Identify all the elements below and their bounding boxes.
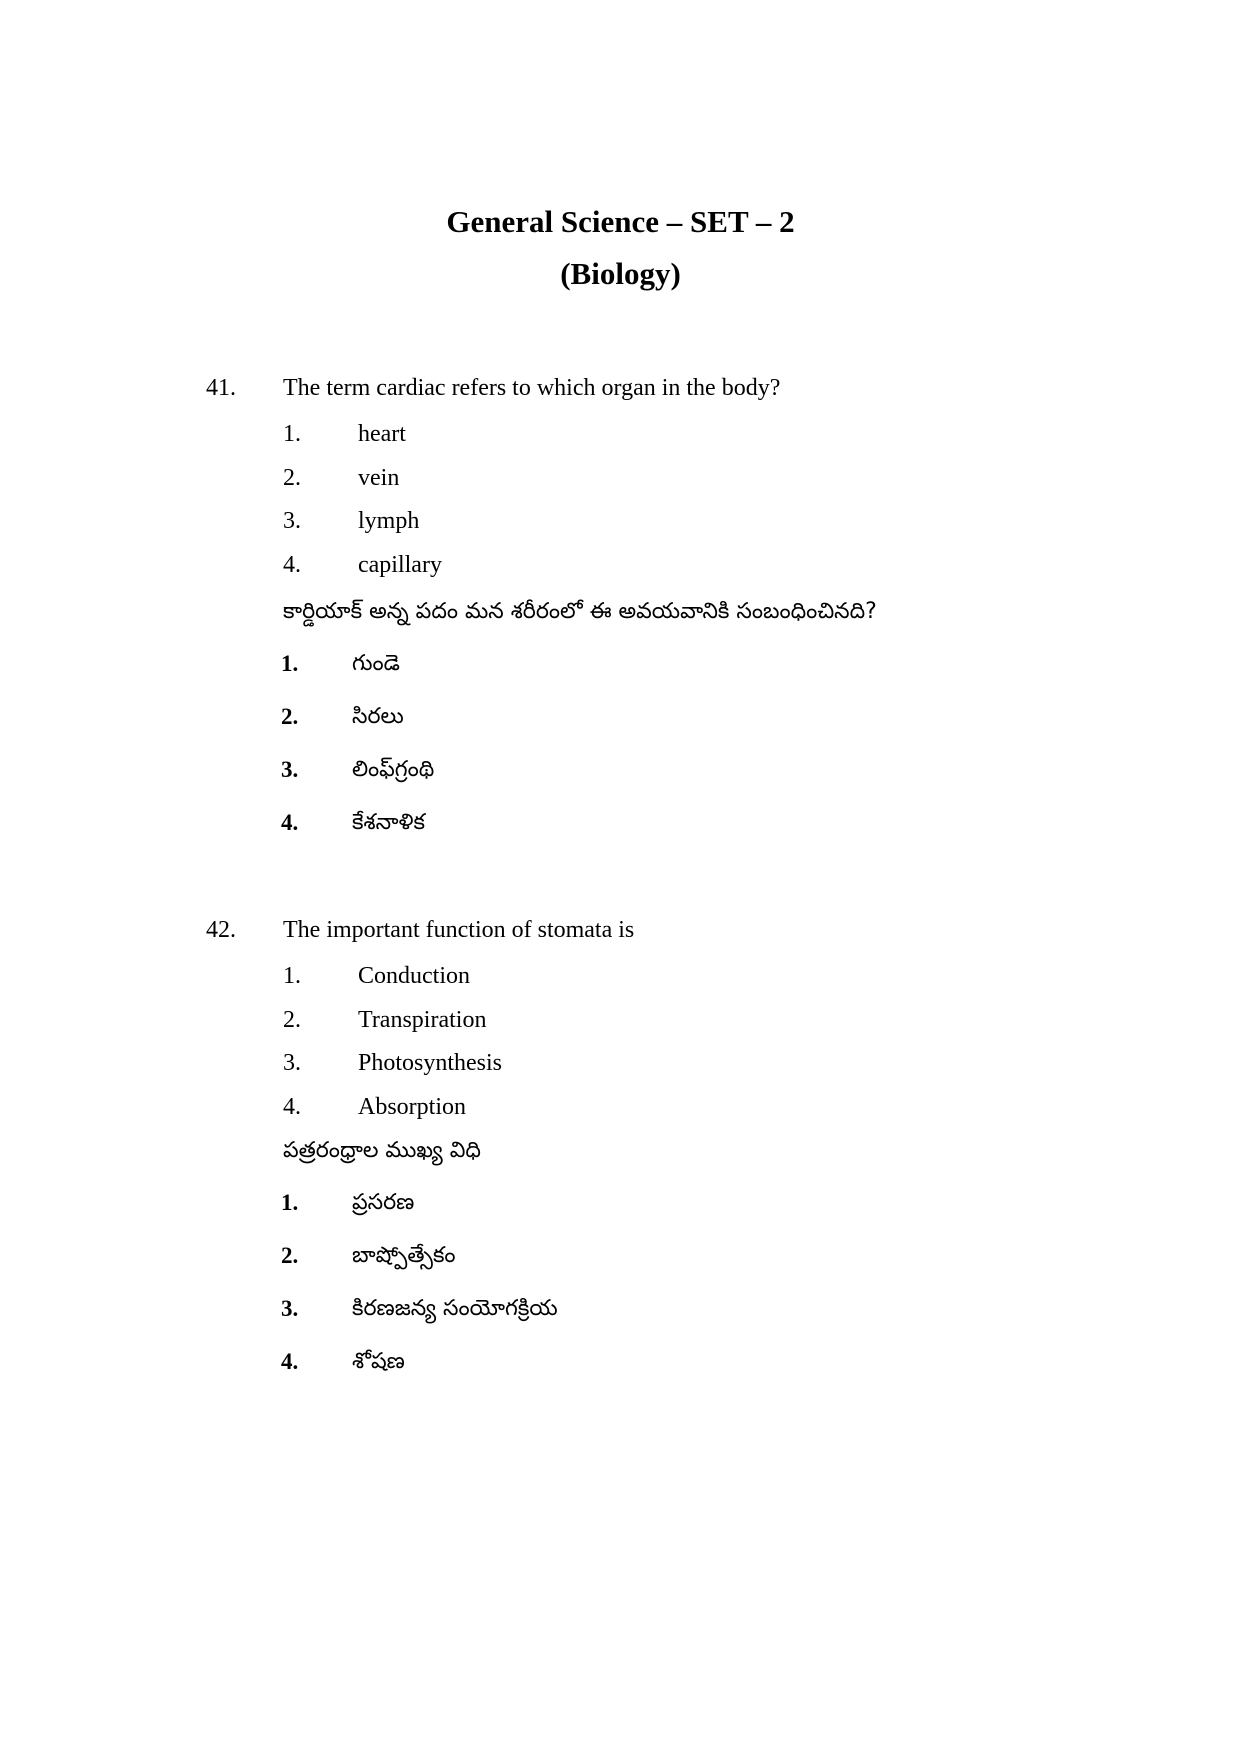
option-number: 1. bbox=[281, 651, 299, 676]
question-number: 42. bbox=[206, 917, 236, 943]
option-telugu bbox=[0, 807, 1241, 837]
option bbox=[0, 1005, 1241, 1035]
option-number: 4. bbox=[283, 1094, 301, 1120]
option-telugu bbox=[0, 1346, 1241, 1376]
option-text: capillary bbox=[358, 552, 442, 578]
option-number: 4. bbox=[283, 552, 301, 578]
option-telugu bbox=[0, 1240, 1241, 1270]
option-number: 1. bbox=[283, 421, 301, 447]
option-text: కేశనాళిక bbox=[352, 810, 426, 835]
option-number: 2. bbox=[281, 704, 299, 729]
option-text: Transpiration bbox=[358, 1007, 487, 1033]
option-number: 1. bbox=[281, 1190, 299, 1215]
page-subtitle: (Biology) bbox=[560, 256, 681, 291]
option-text: lymph bbox=[358, 508, 420, 534]
option bbox=[0, 419, 1241, 449]
question-text-telugu: కార్డియాక్ అన్న పదం మన శరీరంలో ఈ అవయవానికి సంబంధించినది? bbox=[283, 599, 877, 624]
option-text: సిరలు bbox=[352, 704, 404, 729]
option-telugu bbox=[0, 648, 1241, 678]
option-number: 1. bbox=[283, 963, 301, 989]
option-text: కిరణజన్య సంయోగక్రియ bbox=[352, 1296, 558, 1321]
option-text: vein bbox=[358, 465, 400, 491]
option-text: ప్రసరణ bbox=[352, 1190, 415, 1215]
option bbox=[0, 550, 1241, 580]
option-number: 3. bbox=[281, 757, 299, 782]
option-number: 2. bbox=[283, 465, 301, 491]
option-text: బాష్పోత్సేకం bbox=[352, 1243, 456, 1268]
option-telugu bbox=[0, 754, 1241, 784]
question-text: The important function of stomata is bbox=[283, 917, 635, 943]
option-text: Photosynthesis bbox=[358, 1050, 503, 1076]
option-number: 2. bbox=[283, 1007, 301, 1033]
option-number: 2. bbox=[281, 1243, 299, 1268]
option-telugu bbox=[0, 701, 1241, 731]
option-text: శోషణ bbox=[352, 1349, 405, 1374]
option bbox=[0, 1092, 1241, 1122]
option-text: Conduction bbox=[358, 963, 470, 989]
option-number: 3. bbox=[281, 1296, 299, 1321]
option-text: Absorption bbox=[358, 1094, 466, 1120]
page-title: General Science – SET – 2 bbox=[446, 204, 795, 239]
option-number: 3. bbox=[283, 508, 301, 534]
option-text: గుండె bbox=[352, 651, 400, 676]
option-number: 4. bbox=[281, 810, 299, 835]
option bbox=[0, 961, 1241, 991]
option bbox=[0, 1048, 1241, 1078]
option-telugu bbox=[0, 1187, 1241, 1217]
option-number: 3. bbox=[283, 1050, 301, 1076]
option bbox=[0, 506, 1241, 536]
question-text-telugu: పత్రరంధ్రాల ముఖ్య విధి bbox=[283, 1138, 481, 1163]
option-text: heart bbox=[358, 421, 406, 447]
option-number: 4. bbox=[281, 1349, 299, 1374]
question-text: The term cardiac refers to which organ in the body? bbox=[283, 375, 781, 401]
question-number: 41. bbox=[206, 375, 236, 401]
option-text: లింఫ్‌గ్రంథి bbox=[352, 757, 435, 782]
option bbox=[0, 463, 1241, 493]
option-telugu bbox=[0, 1293, 1241, 1323]
